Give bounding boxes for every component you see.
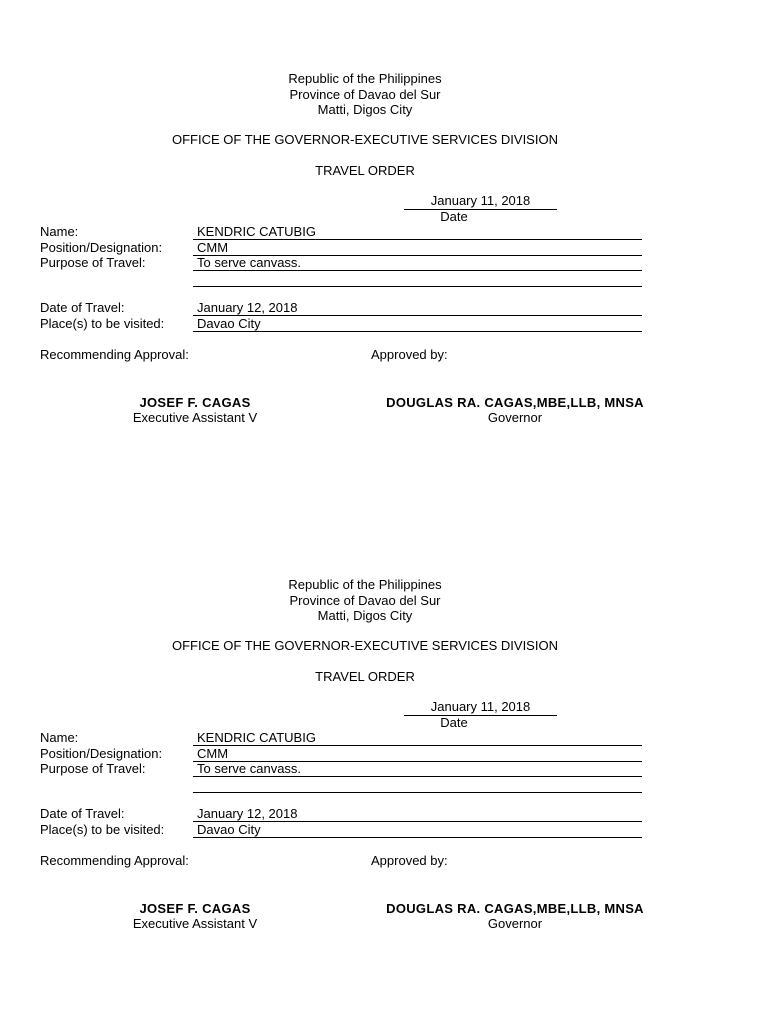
approved-by-label: Approved by:: [371, 347, 448, 362]
approver-title: Governor: [487, 410, 543, 425]
purpose-blank-line: [193, 792, 642, 793]
header-province: Province of Davao del Sur: [289, 87, 441, 102]
issue-date-value: January 11, 2018: [404, 699, 557, 716]
header-province: Province of Davao del Sur: [289, 593, 441, 608]
travel-date-label: Date of Travel:: [40, 300, 125, 315]
name-field: [193, 730, 642, 746]
approved-by-label: Approved by:: [371, 853, 448, 868]
travel-date-field: [193, 300, 642, 316]
header-republic: Republic of the Philippines: [288, 71, 442, 86]
recommending-approval-label: Recommending Approval:: [40, 347, 189, 362]
position-value: CMM: [197, 746, 229, 761]
document-title: TRAVEL ORDER: [315, 669, 415, 684]
approver-name: DOUGLAS RA. CAGAS,MBE,LLB, MNSA: [386, 395, 644, 410]
purpose-label: Purpose of Travel:: [40, 761, 146, 776]
office-heading: OFFICE OF THE GOVERNOR-EXECUTIVE SERVICES DIVISION: [172, 638, 558, 653]
purpose-field: [193, 761, 642, 777]
recommender-title: Executive Assistant V: [132, 410, 258, 425]
purpose-value: To serve canvass.: [197, 255, 302, 270]
approver-name: DOUGLAS RA. CAGAS,MBE,LLB, MNSA: [386, 901, 644, 916]
purpose-label: Purpose of Travel:: [40, 255, 146, 270]
recommender-name: JOSEF F. CAGAS: [139, 901, 251, 916]
purpose-blank-line: [193, 286, 642, 287]
places-label: Place(s) to be visited:: [40, 822, 165, 837]
header-city: Matti, Digos City: [317, 608, 413, 623]
name-value: KENDRIC CATUBIG: [197, 730, 316, 745]
name-field: [193, 224, 642, 240]
issue-date-label: Date: [440, 715, 468, 730]
recommending-approval-label: Recommending Approval:: [40, 853, 189, 868]
document-title: TRAVEL ORDER: [315, 163, 415, 178]
issue-date-value: January 11, 2018: [404, 193, 557, 210]
issue-date-label: Date: [440, 209, 468, 224]
places-label: Place(s) to be visited:: [40, 316, 165, 331]
places-value: Davao City: [197, 316, 261, 331]
purpose-value: To serve canvass.: [197, 761, 302, 776]
position-field: [193, 746, 642, 762]
position-value: CMM: [197, 240, 229, 255]
recommender-title: Executive Assistant V: [132, 916, 258, 931]
header-republic: Republic of the Philippines: [288, 577, 442, 592]
name-value: KENDRIC CATUBIG: [197, 224, 316, 239]
purpose-field: [193, 255, 642, 271]
office-heading: OFFICE OF THE GOVERNOR-EXECUTIVE SERVICES DIVISION: [172, 132, 558, 147]
position-label: Position/Designation:: [40, 240, 163, 255]
travel-order-form-2: [0, 506, 768, 931]
header-city: Matti, Digos City: [317, 102, 413, 117]
approver-title: Governor: [487, 916, 543, 931]
places-value: Davao City: [197, 822, 261, 837]
travel-order-form-1: [0, 0, 768, 425]
position-label: Position/Designation:: [40, 746, 163, 761]
name-label: Name:: [40, 730, 79, 745]
recommender-name: JOSEF F. CAGAS: [139, 395, 251, 410]
name-label: Name:: [40, 224, 79, 239]
travel-date-label: Date of Travel:: [40, 806, 125, 821]
places-field: [193, 822, 642, 838]
position-field: [193, 240, 642, 256]
travel-date-field: [193, 806, 642, 822]
travel-date-value: January 12, 2018: [197, 806, 298, 821]
places-field: [193, 316, 642, 332]
travel-date-value: January 12, 2018: [197, 300, 298, 315]
